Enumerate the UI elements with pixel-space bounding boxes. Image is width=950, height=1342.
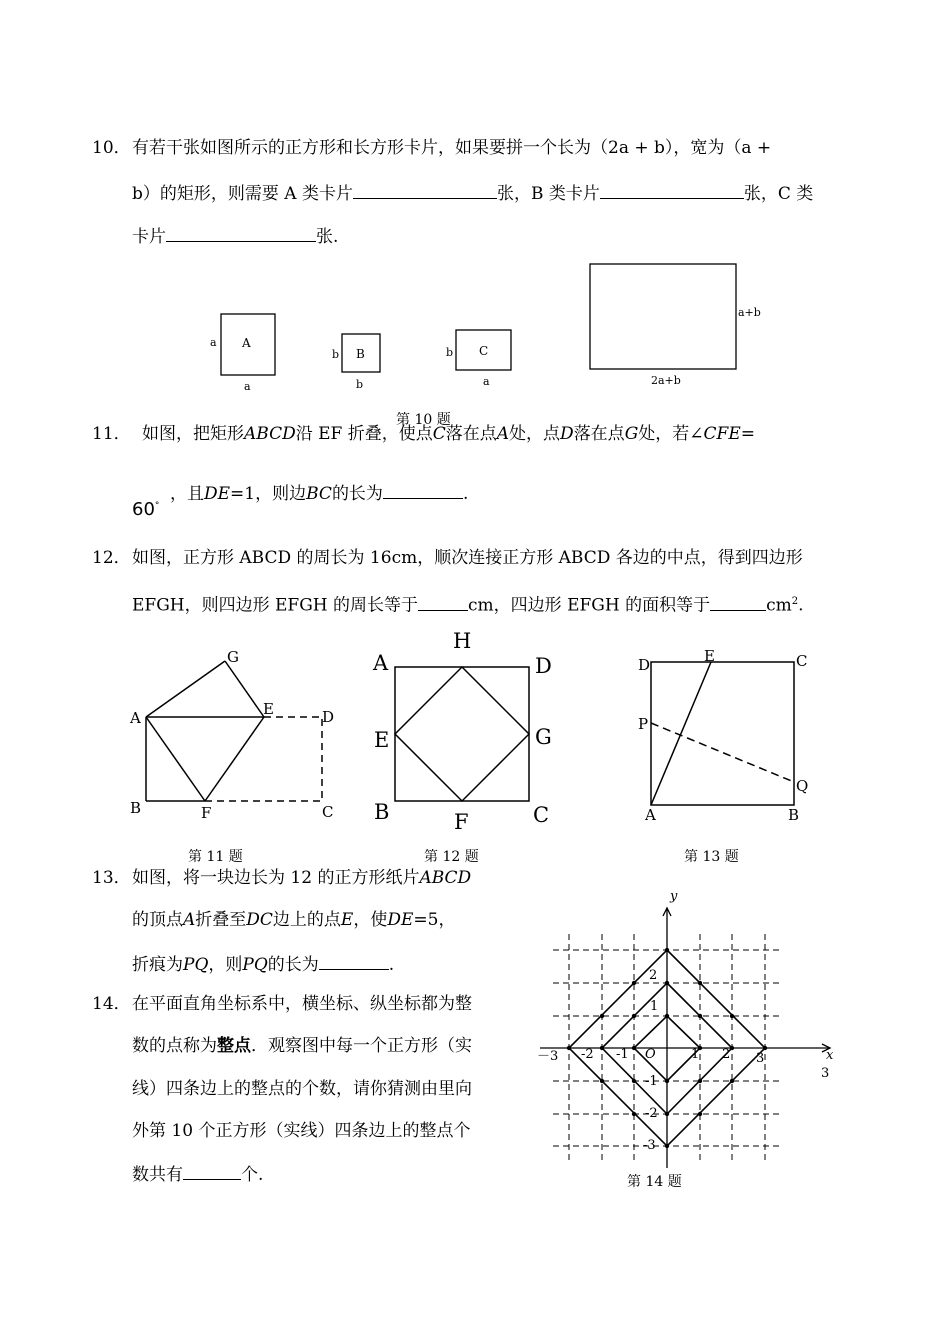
q13-text-i: 的长为 <box>267 955 319 975</box>
fig11-label-d: D <box>322 708 335 726</box>
figure-11-caption: 第 11 题 <box>188 849 243 865</box>
figure-12-caption: 第 12 题 <box>424 849 479 865</box>
q13-text-b: 的顶点 <box>132 910 183 930</box>
fig13-label-p: P <box>638 715 649 733</box>
q10-number: 10． <box>92 138 131 158</box>
q13-text-f: =5， <box>413 910 456 930</box>
fig14-y-tick-neg1: -1 <box>645 1074 658 1089</box>
fig14-y-tick-1: 1 <box>650 999 659 1014</box>
q10-text-line1: 有若干张如图所示的正方形和长方形卡片，如果要拼一个长为（2a + b），宽为（a + <box>132 138 772 158</box>
q14-text-line4: 外第 10 个正方形（实线）四条边上的整点个 <box>132 1121 471 1141</box>
q13-text-a: 如图，将一块边长为 12 的正方形纸片 <box>132 868 420 888</box>
fig14-x-tick-neg1: -1 <box>616 1047 629 1062</box>
q12-number: 12． <box>92 548 131 568</box>
q13-text-g: 折痕为 <box>132 955 183 975</box>
fig14-axis-label-x: x <box>826 1048 834 1063</box>
q11-text-f: 处，若∠ <box>638 424 704 444</box>
q12-text-d: . <box>798 595 804 616</box>
q10-text-e: 张. <box>316 227 339 247</box>
big-rect-side-bottom: 2a+b <box>651 374 681 387</box>
card-b-side-left: b <box>332 348 340 361</box>
card-a-side-bottom: a <box>244 380 251 393</box>
q13-segment-dc: DC <box>246 910 273 930</box>
q11-point-a: A <box>496 424 510 444</box>
q10-text-c: 张，C 类 <box>743 184 814 204</box>
q11-text-k: . <box>462 484 469 504</box>
q12-text-c: cm <box>766 595 792 616</box>
q11-angle-cfe: CFE <box>703 424 741 444</box>
fig11-label-e: E <box>263 700 274 718</box>
fig12-label-g: G <box>535 725 552 749</box>
figure-13-caption: 第 13 题 <box>684 849 739 865</box>
card-c-side-bottom: a <box>483 375 490 388</box>
q13-text-h: ，则 <box>208 955 243 975</box>
q11-text-c: 落在点 <box>445 424 497 444</box>
q13-text-e: ，使 <box>353 910 388 930</box>
fig11-label-b: B <box>130 799 142 817</box>
q13-segment-pq: PQ <box>183 955 209 975</box>
q14-text-d: 个. <box>241 1165 264 1185</box>
q13-number: 13． <box>92 868 131 888</box>
fig14-x-tick-neg2: -2 <box>581 1047 594 1062</box>
q12-text-a: EFGH，则四边形 EFGH 的周长等于 <box>132 595 419 616</box>
fig14-x-tick-3: 3 <box>756 1051 765 1066</box>
q12-text-line1: 如图，正方形 ABCD 的周长为 16cm，顺次连接正方形 ABCD 各边的中点，得到四边形 <box>132 548 803 568</box>
figure-14-caption: 第 14 题 <box>627 1174 682 1190</box>
q13-abcd: ABCD <box>419 868 472 888</box>
q11-point-c: C <box>432 424 446 444</box>
q11-text-b: 沿 EF 折叠，使点 <box>295 424 433 444</box>
fig14-extra-x-label: 3 <box>821 1066 830 1081</box>
q13-point-e: E <box>340 910 354 930</box>
q11-angle-value: 60° <box>132 499 160 520</box>
fig14-x-tick-2: 2 <box>722 1047 731 1062</box>
q11-text-e: 落在点 <box>573 424 625 444</box>
card-c-side-left: b <box>446 346 454 359</box>
q11-segment-bc: BC <box>306 484 332 504</box>
q11-abcd: ABCD <box>244 424 296 444</box>
q14-text-c: 数共有 <box>132 1165 183 1185</box>
fig13-label-b: B <box>788 806 800 824</box>
fig14-y-tick-neg3: -3 <box>643 1138 656 1153</box>
q11-point-d: D <box>560 424 574 444</box>
q14-term-integer-point: 整点 <box>217 1036 251 1056</box>
card-b-label: B <box>356 347 365 361</box>
fig14-x-tick-1: 1 <box>691 1047 700 1062</box>
fig12-label-h: H <box>453 629 472 653</box>
q13-point-a: A <box>183 910 196 930</box>
q14-text-line1: 在平面直角坐标系中，横坐标、纵坐标都为整 <box>132 994 472 1014</box>
q14-number: 14． <box>92 994 131 1014</box>
q11-point-g: G <box>624 424 639 444</box>
fig12-label-a: A <box>373 651 389 675</box>
fig12-label-e: E <box>374 728 390 752</box>
card-a-label: A <box>242 336 251 350</box>
q11-segment-de: DE <box>204 484 231 504</box>
fig13-label-c: C <box>796 652 808 670</box>
q13-text-j: . <box>388 955 395 975</box>
q11-text-j: 的长为 <box>331 484 383 504</box>
q14-text-line3: 线）四条边上的整点的个数，请你猜测由里向 <box>132 1079 472 1099</box>
q13-text-d: 边上的点 <box>272 910 341 930</box>
card-b-side-bottom: b <box>356 378 364 391</box>
q11-text-g: = <box>740 424 755 444</box>
q13-text-c: 折叠至 <box>195 910 247 930</box>
fig14-y-tick-neg2: -2 <box>645 1106 658 1121</box>
fig13-label-d: D <box>638 656 651 674</box>
fig11-label-f: F <box>201 804 212 822</box>
q11-text-i: =1，则边 <box>230 484 307 504</box>
figure-10-caption: 第 10 题 <box>396 412 451 428</box>
fig12-label-f: F <box>454 810 469 834</box>
q11-text-a: 如图，把矩形 <box>142 424 244 444</box>
q14-text-a: 数的点称为 <box>132 1036 217 1056</box>
q11-text-h: ，且 <box>170 484 204 504</box>
fig14-axis-label-y: y <box>670 889 678 904</box>
card-c-label: C <box>479 344 489 358</box>
q11-number: 11． <box>92 424 131 444</box>
fig13-label-a: A <box>645 806 656 824</box>
fig11-label-a: A <box>130 709 141 727</box>
fig12-label-b: B <box>374 800 390 824</box>
q10-text-b: 张，B 类卡片 <box>496 184 600 204</box>
q14-text-b: ．观察图中每一个正方形（实 <box>251 1036 472 1056</box>
q10-text-a: b）的矩形，则需要 A 类卡片 <box>132 184 353 204</box>
q13-segment-pq-2: PQ <box>242 955 268 975</box>
big-rect-side-right: a+b <box>738 306 761 319</box>
fig12-label-d: D <box>535 654 552 678</box>
q12-text-b: cm，四边形 EFGH 的面积等于 <box>468 595 711 616</box>
q11-text-d: 处，点 <box>509 424 561 444</box>
fig11-label-g: G <box>227 648 239 666</box>
q13-segment-de: DE <box>387 910 414 930</box>
q12-superscript: 2 <box>791 596 799 607</box>
fig11-label-c: C <box>322 803 334 821</box>
q10-text-d: 卡片 <box>132 227 166 247</box>
fig12-label-c: C <box>533 803 550 827</box>
fig13-label-e: E <box>704 647 715 665</box>
card-a-side-left: a <box>210 336 217 349</box>
fig14-origin-label: O <box>645 1047 656 1062</box>
fig13-label-q: Q <box>796 777 809 795</box>
fig14-y-tick-2: 2 <box>649 968 658 983</box>
fig14-x-tick-neg3: －3 <box>537 1049 559 1064</box>
